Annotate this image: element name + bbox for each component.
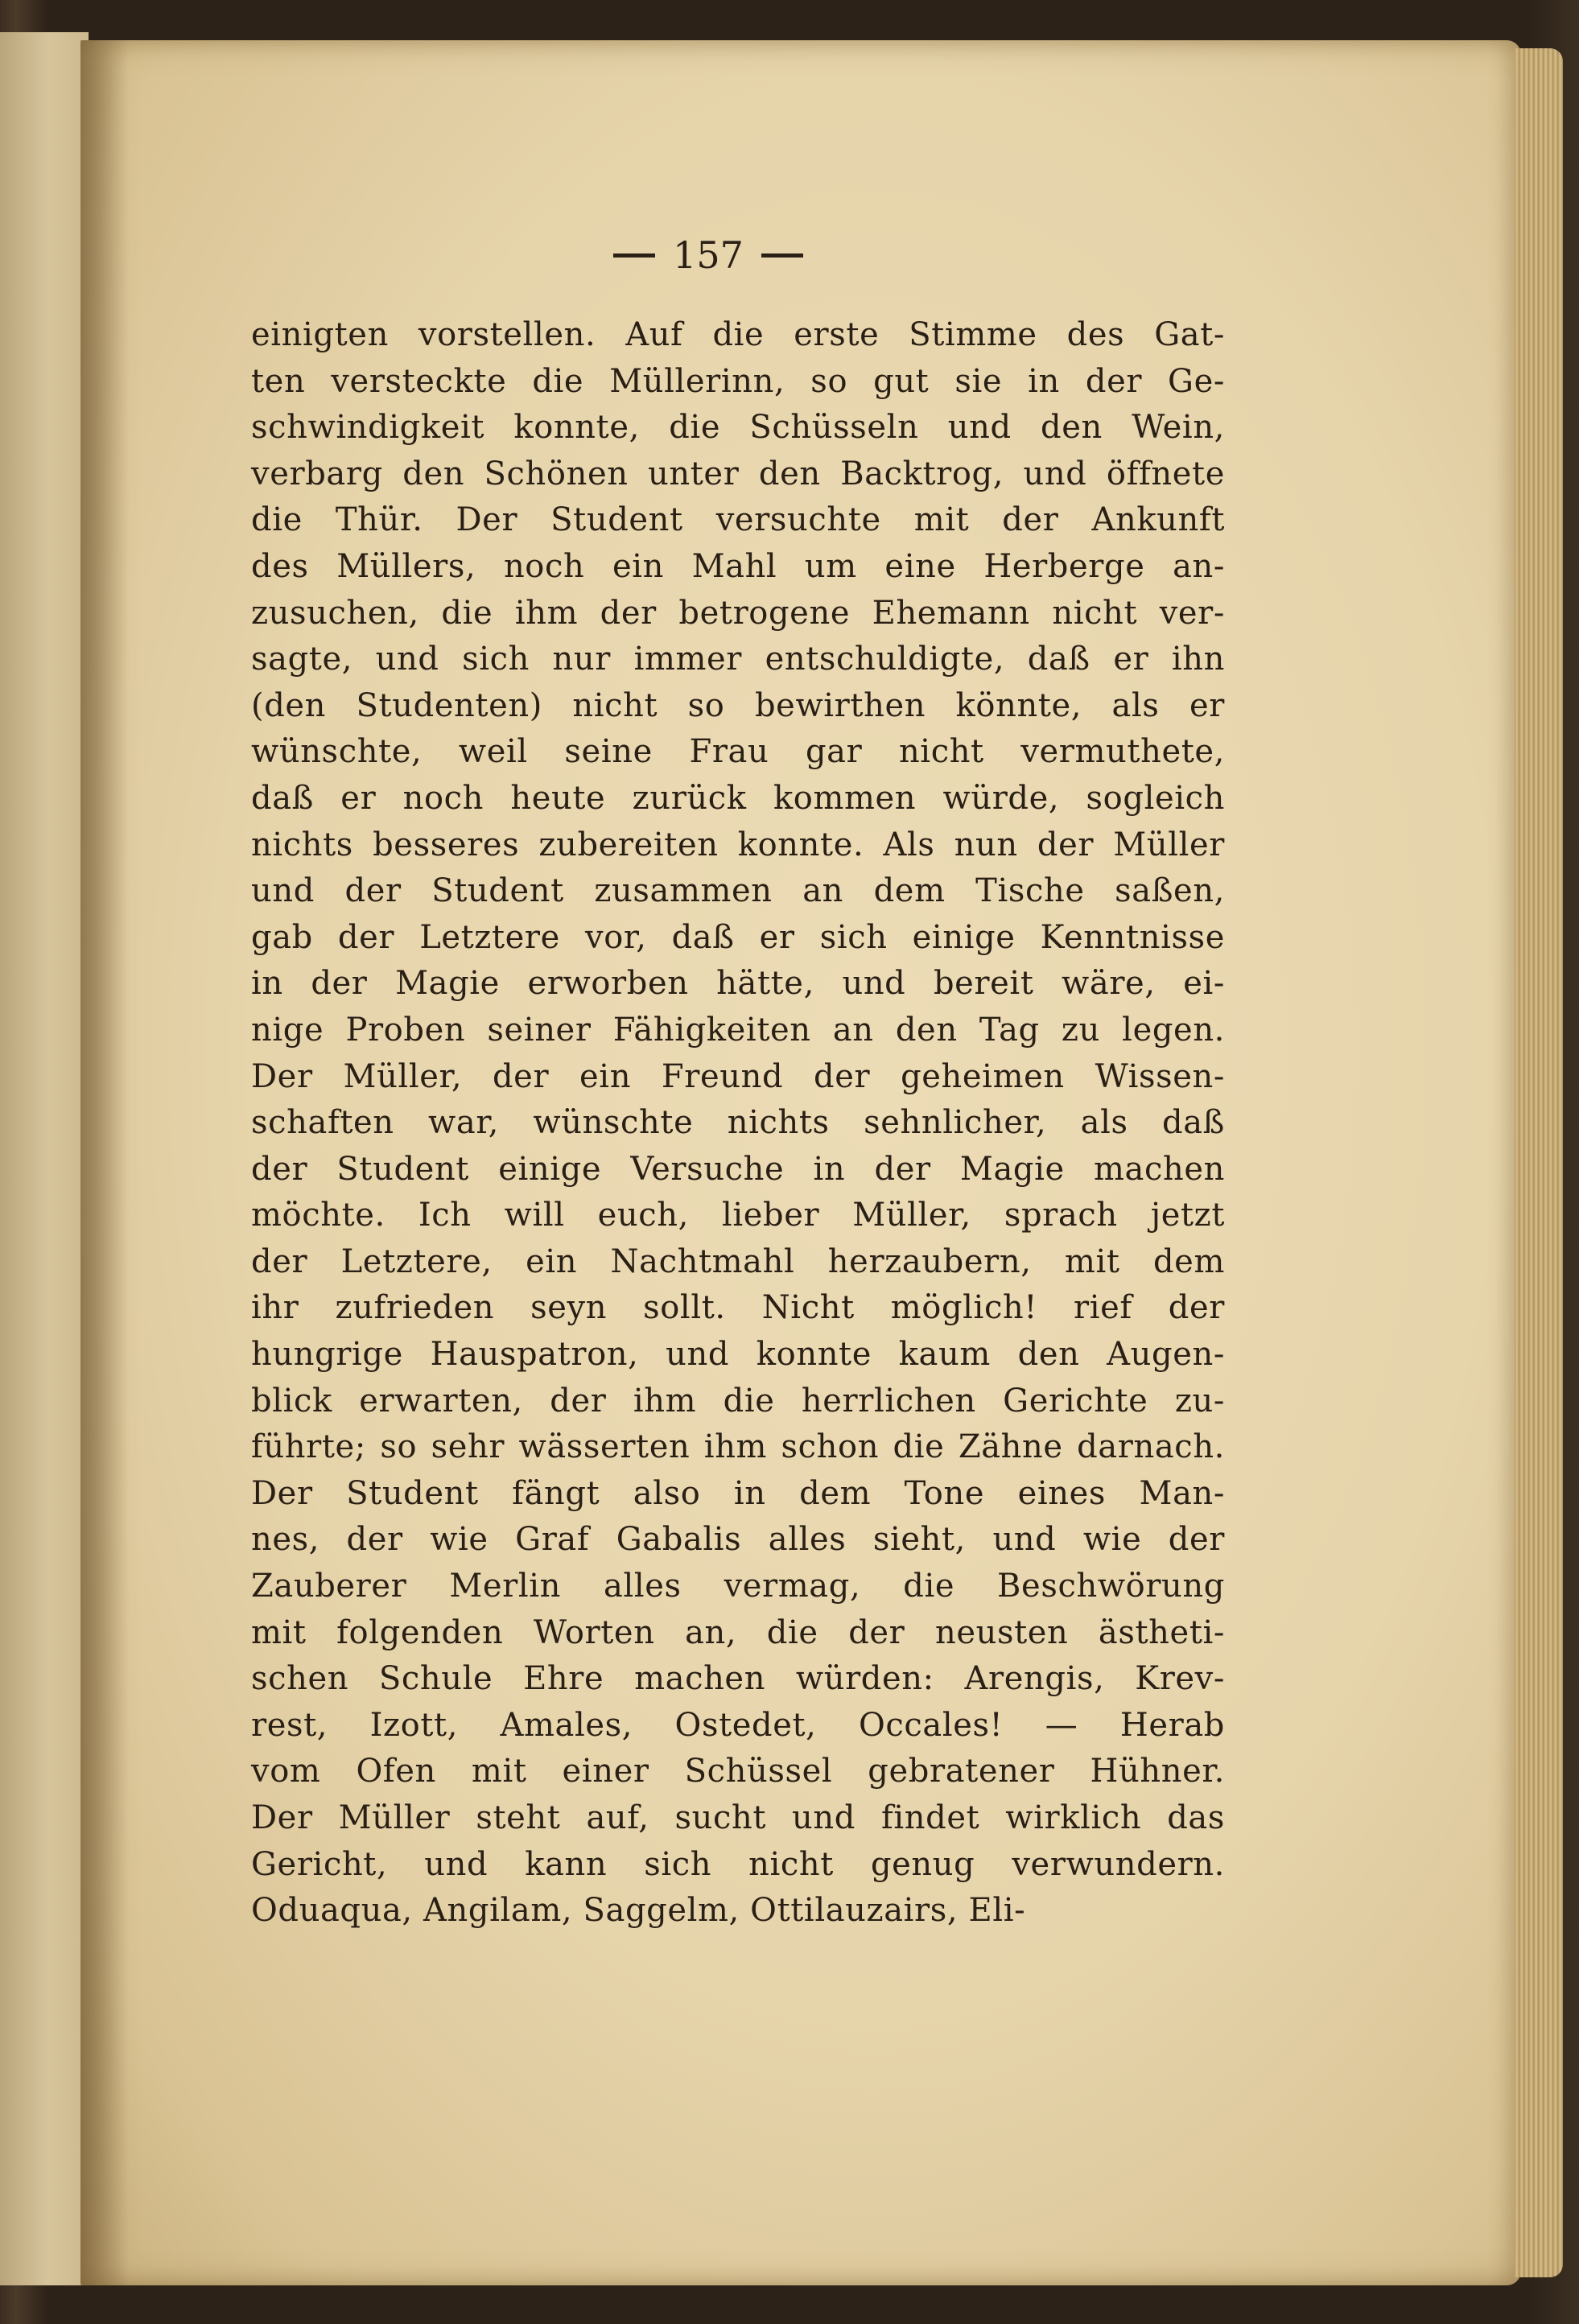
text-line: führte; so sehr wässerten ihm schon die Zähne darnach. [251,1428,1225,1466]
text-line: Oduaqua, Angilam, Saggelm, Ottilauzairs, Eli- [251,1892,1026,1930]
text-line: (den Studenten) nicht so bewirthen könnte, als er [251,686,1225,724]
text-line: wünschte, weil seine Frau gar nicht vermuthete, [251,733,1225,771]
text-line: Der Müller steht auf, sucht und findet wirklich das [251,1799,1225,1836]
text-line: verbarg den Schönen unter den Backtrog, und öffnete [251,455,1225,492]
text-line: nes, der wie Graf Gabalis alles sieht, und wie der [251,1521,1225,1559]
page-header [563,227,853,283]
header-dash-left [613,253,655,258]
text-line: mit folgenden Worten an, die der neusten ästheti- [251,1613,1225,1651]
text-line: schwindigkeit konnte, die Schüsseln und den Wein, [251,409,1225,447]
text-line: Der Student fängt also in dem Tone eines Man- [251,1474,1225,1512]
text-line: der Student einige Versuche in der Magie machen [251,1150,1225,1188]
left-page-edge [0,32,89,2285]
text-line: rest, Izott, Amales, Ostedet, Occales! — Herab [251,1706,1225,1744]
body-text [251,312,1225,1935]
text-line: hungrige Hauspatron, und konnte kaum den Augen- [251,1336,1225,1374]
text-line: daß er noch heute zurück kommen würde, sogleich [251,779,1225,817]
text-line: nichts besseres zubereiten konnte. Als nun der Müller [251,826,1225,863]
text-line: Zauberer Merlin alles vermag, die Beschwörung [251,1568,1225,1605]
gutter-shadow [80,40,129,2285]
text-line: die Thür. Der Student versuchte mit der Ankunft [251,501,1225,539]
text-line: schen Schule Ehre machen würden: Arengis, Krev- [251,1660,1225,1698]
text-line: Der Müller, der ein Freund der geheimen Wissen- [251,1057,1225,1095]
text-line: zusuchen, die ihm der betrogene Ehemann nicht ver- [251,594,1225,632]
text-line: gab der Letztere vor, daß er sich einige Kenntnisse [251,918,1225,956]
text-line: Gericht, und kann sich nicht genug verwundern. [251,1845,1225,1883]
text-line: des Müllers, noch ein Mahl um eine Herberge an- [251,547,1225,585]
text-line: einigten vorstellen. Auf die erste Stimme des Gat- [251,316,1225,353]
text-line: der Letztere, ein Nachtmahl herzaubern, mit dem [251,1242,1225,1280]
text-line: blick erwarten, der ihm die herrlichen Gerichte zu- [251,1382,1225,1420]
text-line: ihr zufrieden seyn sollt. Nicht möglich! rief der [251,1289,1225,1327]
text-line: ten versteckte die Müllerinn, so gut sie in der Ge- [251,362,1225,400]
page-number: 157 [673,233,744,277]
text-line: schaften war, wünschte nichts sehnlicher, als daß [251,1104,1225,1142]
text-line: und der Student zusammen an dem Tische saßen, [251,872,1225,910]
text-line: möchte. Ich will euch, lieber Müller, sprach jetzt [251,1197,1225,1234]
text-line: sagte, und sich nur immer entschuldigte, daß er ihn [251,641,1225,678]
text-line: vom Ofen mit einer Schüssel gebratener Hühner. [251,1753,1225,1790]
text-line: in der Magie erworben hätte, und bereit wäre, ei- [251,965,1225,1003]
page-stack-edge [1515,48,1563,2277]
header-dash-right [761,253,803,258]
text-line: nige Proben seiner Fähigkeiten an den Tag zu legen. [251,1011,1225,1049]
